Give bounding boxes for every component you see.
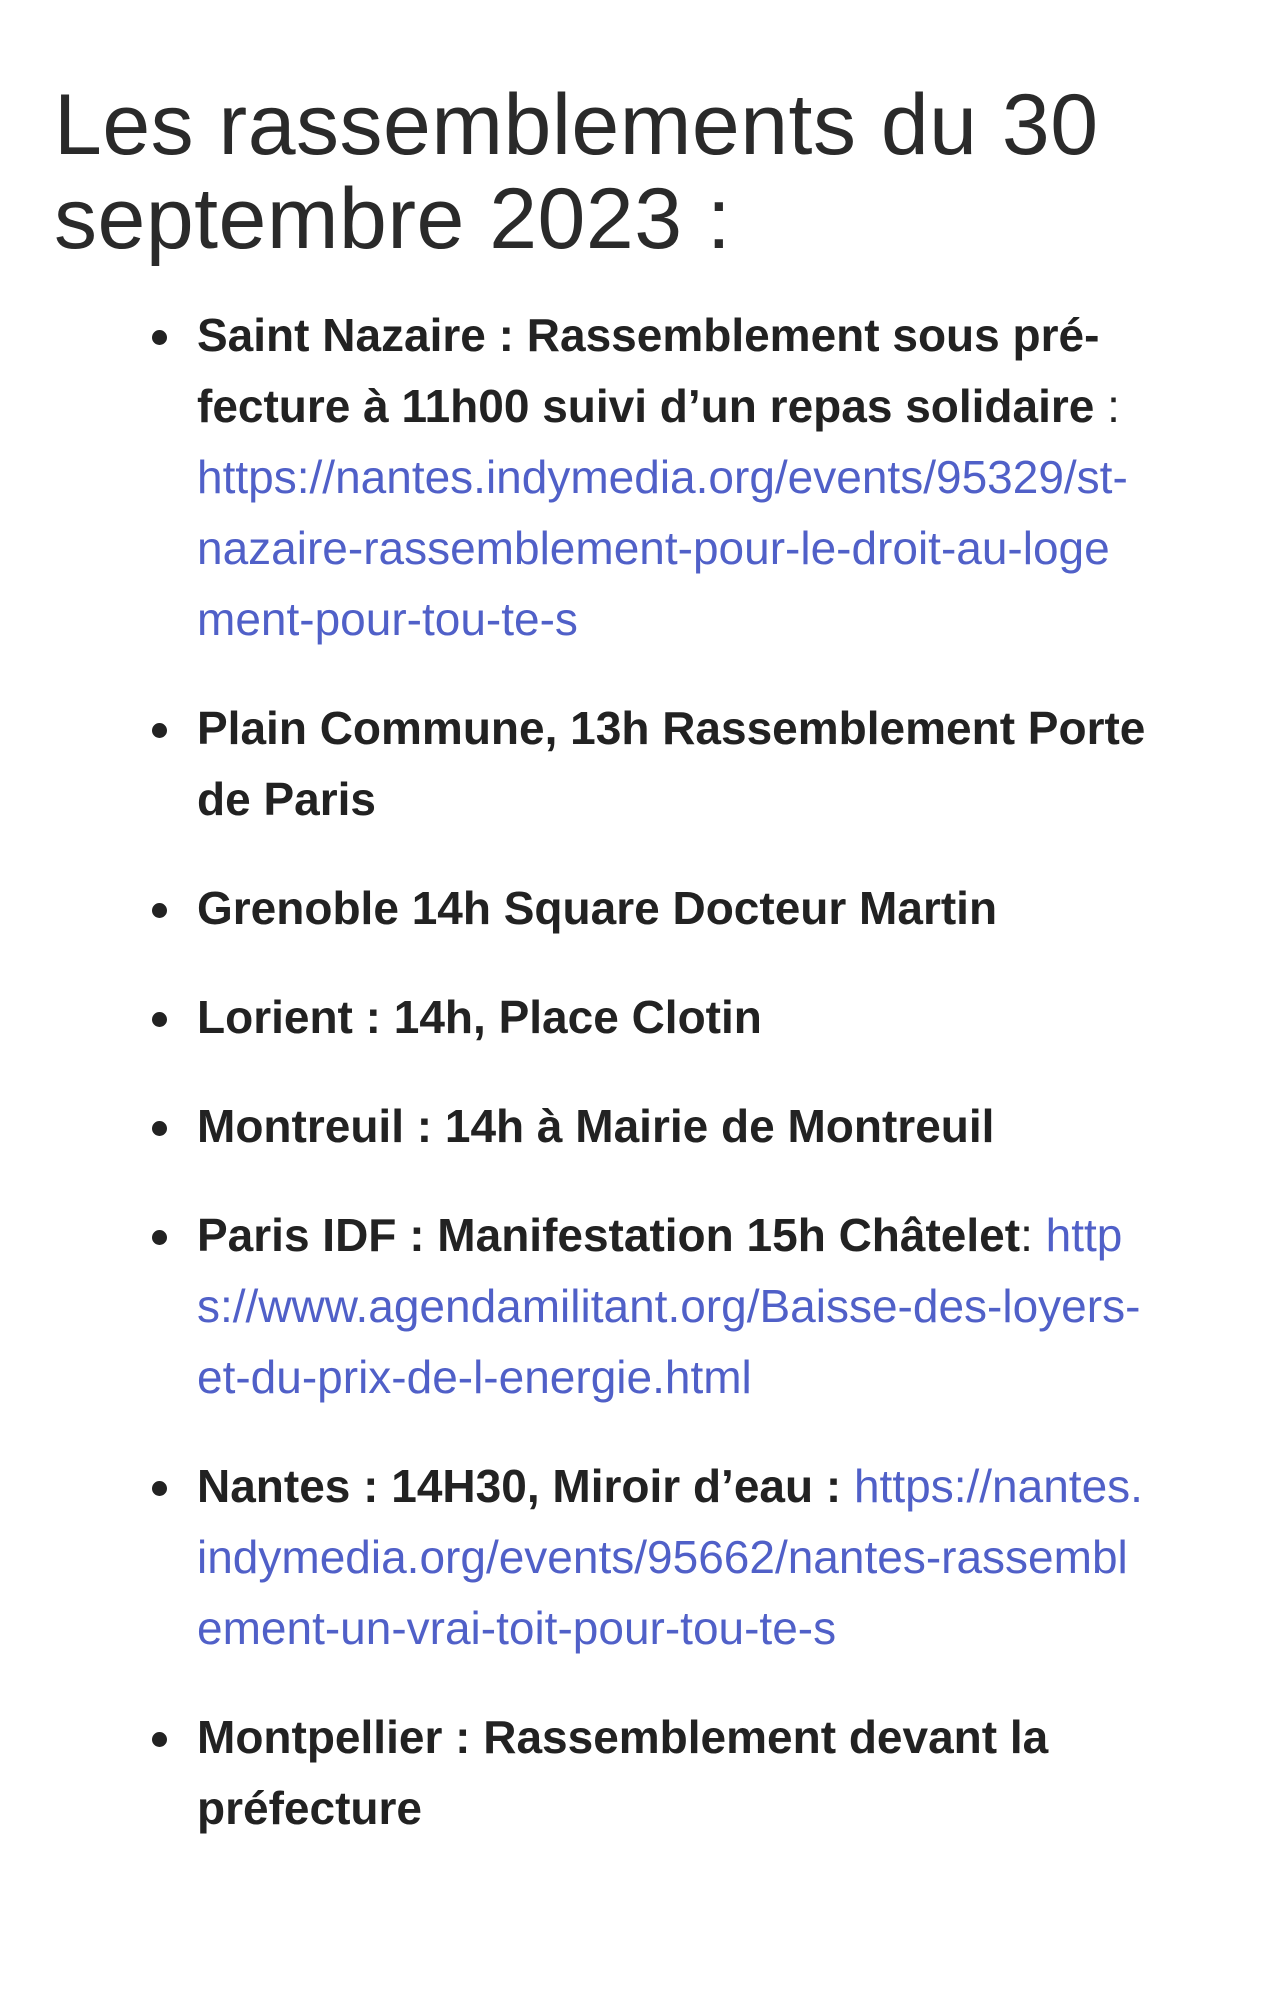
list-item <box>0 1702 1147 1844</box>
bullet-icon <box>152 1012 167 1027</box>
event-title: Grenoble 14h Square Docteur Martin <box>197 882 998 934</box>
list-item <box>0 1451 1147 1664</box>
bullet-icon <box>152 903 167 918</box>
list-item <box>0 982 1147 1053</box>
list-item <box>0 873 1147 944</box>
event-title: Nantes : 14H30, Miroir d’eau : <box>197 1460 842 1512</box>
bullet-icon <box>152 1481 167 1496</box>
event-link[interactable]: https://nantes.indymedia.org/events/95329/st-nazaire-rassemblement-pour-le-droit-au-logement-pour-tou-te-s <box>197 451 1128 645</box>
event-title: Montpellier : Rassemblement devant la préfecture <box>197 1711 1049 1834</box>
event-title: Montreuil : 14h à Mairie de Montreuil <box>197 1100 995 1152</box>
bullet-icon <box>152 330 167 345</box>
list-item <box>0 1200 1147 1413</box>
event-list <box>0 300 1277 1882</box>
bullet-icon <box>152 1230 167 1245</box>
bullet-icon <box>152 1121 167 1136</box>
bullet-icon <box>152 723 167 738</box>
event-title: Lorient : 14h, Place Clotin <box>197 991 762 1043</box>
event-title: Paris IDF : Manifestation 15h Châtelet <box>197 1209 1021 1261</box>
event-separator: : <box>1094 380 1120 432</box>
bullet-icon <box>152 1732 167 1747</box>
event-separator <box>841 1460 854 1512</box>
list-item <box>0 693 1147 835</box>
list-item <box>0 300 1147 655</box>
event-title: Saint Nazaire : Rassemblement sous préfecture à 11h00 suivi d’un repas solidaire <box>197 309 1100 432</box>
event-separator: : <box>1020 1209 1046 1261</box>
event-link[interactable]: https://nantes.indymedia.org/events/95662/nantes-rassemblement-un-vrai-toit-pour-tou-te-s <box>197 1460 1143 1654</box>
page-title: Les rassemblements du 30 septembre 2023 : <box>54 77 1099 267</box>
event-title: Plain Commune, 13h Rassemblement Porte de Paris <box>197 702 1146 825</box>
event-link[interactable]: https://www.agendamilitant.org/Baisse-des-loyers-et-du-prix-de-l-energie.html <box>197 1209 1141 1403</box>
list-item <box>0 1091 1147 1162</box>
